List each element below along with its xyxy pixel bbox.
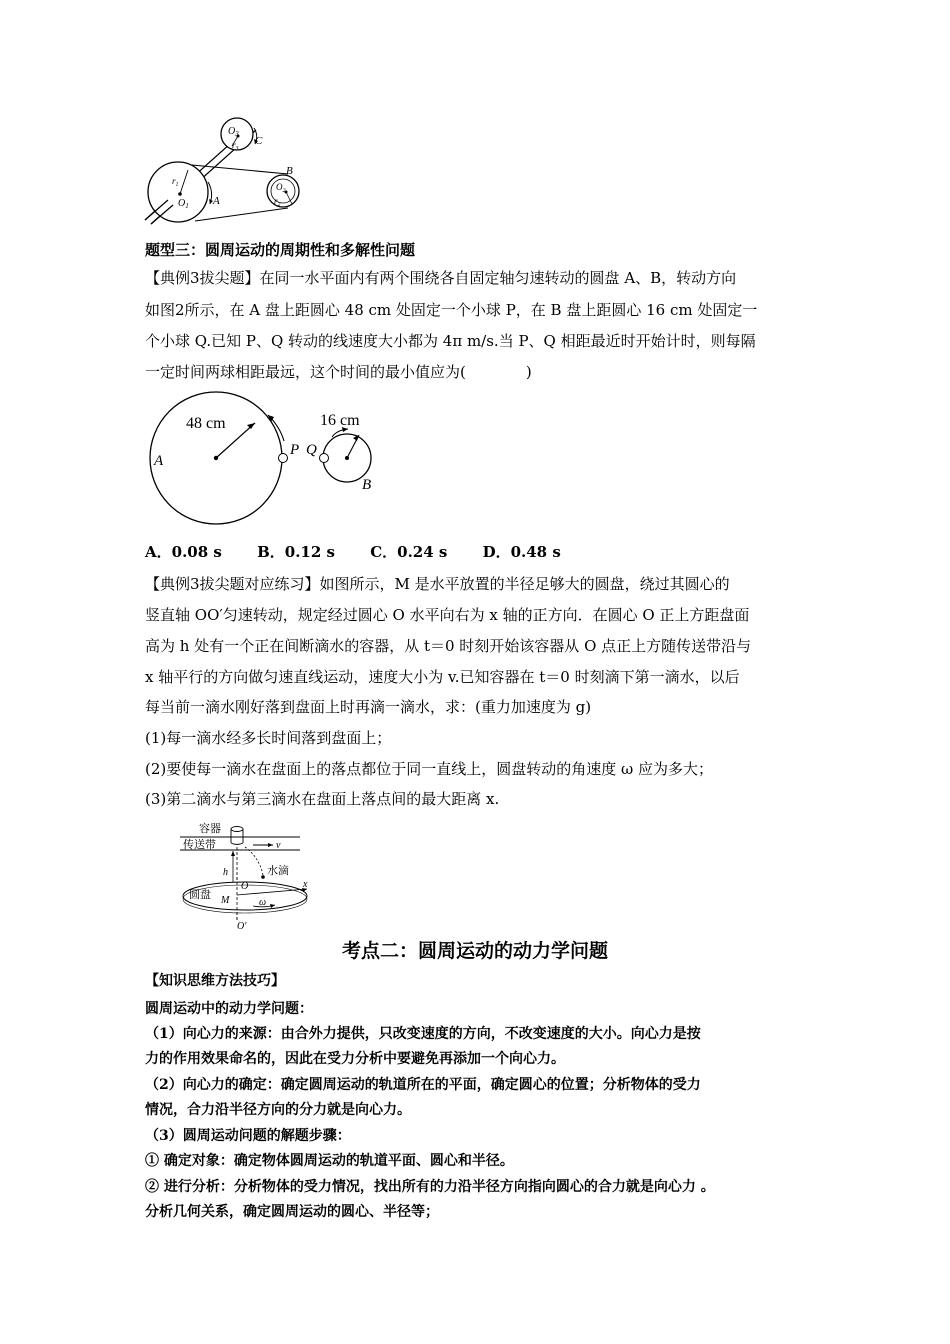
svg-text:h: h bbox=[223, 867, 228, 878]
practice-line: 竖直轴 OO′匀速转动，规定经过圆心 O 水平向右为 x 轴的正方向．在圆心 O 正上方距盘面 bbox=[145, 606, 750, 624]
svg-text:O: O bbox=[241, 881, 249, 892]
choice-b[interactable]: B．0.12 s bbox=[257, 543, 335, 561]
knowledge-line: ① 确定对象：确定物体圆周运动的轨道平面、圆心和半径。 bbox=[145, 1153, 514, 1169]
disks-figure bbox=[140, 385, 385, 530]
practice-line: (1)每一滴水经多长时间落到盘面上； bbox=[145, 729, 392, 747]
knowledge-title: 【知识思维方法技巧】 bbox=[145, 973, 285, 989]
svg-text:M: M bbox=[221, 895, 230, 906]
practice-line: 每当前一滴水刚好落到盘面上时再滴一滴水，求：(重力加速度为 g) bbox=[145, 698, 592, 716]
practice-line: 高为 h 处有一个正在间断滴水的容器，从 t＝0 时刻开始该容器从 O 点正上方随传送带沿与 bbox=[145, 637, 752, 655]
choice-d[interactable]: D．0.48 s bbox=[482, 543, 561, 561]
svg-text:r1: $r_1$ bbox=[172, 176, 179, 188]
svg-text:C: C bbox=[255, 135, 263, 147]
svg-text:r2: $r_2$ bbox=[274, 196, 281, 208]
pulley-system-figure bbox=[140, 112, 315, 230]
knowledge-line: 情况，合力沿半径方向的分力就是向心力。 bbox=[145, 1102, 411, 1118]
svg-text:Q: Q bbox=[306, 442, 317, 458]
svg-text:传送带: 传送带 bbox=[183, 839, 216, 851]
section-title: 题型三：圆周运动的周期性和多解性问题 bbox=[145, 241, 416, 259]
svg-text:A: A bbox=[213, 195, 220, 207]
svg-text:O3: $O_3$ bbox=[228, 126, 239, 138]
svg-text:P: P bbox=[290, 442, 300, 458]
svg-text:B: B bbox=[362, 477, 372, 493]
svg-text:x: x bbox=[303, 879, 308, 890]
example-line: 如图2所示，在 A 盘上距圆心 48 cm 处固定一个小球 P，在 B 盘上距圆心 16 cm 处固定一 bbox=[145, 301, 758, 319]
knowledge-line: 圆周运动中的动力学问题： bbox=[145, 1001, 313, 1017]
svg-text:r3: $r_3$ bbox=[232, 140, 239, 152]
example-line: 个小球 Q.已知 P、Q 转动的线速度大小都为 4π m/s.当 P、Q 相距最近时开始计时，则每隔 bbox=[145, 332, 756, 350]
practice-line: 【典例3拔尖题对应练习】如图所示，M 是水平放置的半径足够大的圆盘，绕过其圆心的 bbox=[145, 575, 730, 593]
svg-text:O2: $O_2$ bbox=[276, 182, 286, 194]
drop-path bbox=[245, 847, 263, 875]
belt-bottom bbox=[195, 208, 288, 221]
answer-choices bbox=[145, 542, 591, 562]
practice-line: (3)第二滴水与第三滴水在盘面上落点间的最大距离 x. bbox=[145, 790, 500, 808]
dripping-container-figure bbox=[175, 817, 325, 930]
practice-line: x 轴平行的方向做匀速直线运动，速度大小为 v.已知容器在 t＝0 时刻滴下第一滴水，以后 bbox=[145, 668, 740, 686]
svg-text:容器: 容器 bbox=[199, 823, 221, 835]
svg-text:O1: $O_1$ bbox=[178, 198, 189, 210]
wheel-o1 bbox=[148, 162, 208, 222]
svg-text:水滴: 水滴 bbox=[267, 865, 289, 877]
topic-title: 考点二：圆周运动的动力学问题 bbox=[341, 940, 608, 962]
svg-text:O′: O′ bbox=[237, 921, 247, 930]
knowledge-line: 力的作用效果命名的，因此在受力分析中要避免再添加一个向心力。 bbox=[145, 1051, 565, 1067]
example-line: 【典例3拔尖题】在同一水平面内有两个围绕各自固定轴匀速转动的圆盘 A、B，转动方向 bbox=[145, 269, 737, 287]
svg-text:A: A bbox=[154, 453, 164, 469]
svg-text:ω: ω bbox=[259, 897, 267, 908]
ball-q bbox=[320, 454, 329, 463]
container bbox=[231, 827, 243, 832]
svg-text:B: B bbox=[286, 165, 293, 177]
belt-top bbox=[192, 165, 288, 174]
choice-a[interactable]: A．0.08 s bbox=[145, 543, 222, 561]
knowledge-line: 分析几何关系，确定圆周运动的圆心、半径等； bbox=[145, 1204, 439, 1220]
knowledge-line: ② 进行分析：分析物体的受力情况，找出所有的力沿半径方向指向圆心的合力就是向心力 。 bbox=[145, 1179, 715, 1195]
choice-c[interactable]: C．0.24 s bbox=[370, 543, 448, 561]
svg-text:48 cm: 48 cm bbox=[186, 415, 226, 432]
knowledge-line: （3）圆周运动问题的解题步骤： bbox=[145, 1128, 351, 1144]
svg-text:v: v bbox=[276, 840, 281, 851]
knowledge-line: （1）向心力的来源：由合外力提供，只改变速度的方向，不改变速度的大小。向心力是按 bbox=[145, 1026, 701, 1042]
knowledge-line: （2）向心力的确定：确定圆周运动的轨道所在的平面，确定圆心的位置；分析物体的受力 bbox=[145, 1077, 701, 1093]
practice-line: (2)要使每一滴水在盘面上的落点都位于同一直线上，圆盘转动的角速度 ω 应为多大； bbox=[145, 760, 714, 778]
svg-text:16 cm: 16 cm bbox=[320, 412, 360, 429]
svg-text:圆盘: 圆盘 bbox=[189, 889, 211, 901]
ball-p bbox=[279, 454, 288, 463]
example-line: 一定时间两球相距最远，这个时间的最小值应为( ) bbox=[145, 363, 532, 381]
